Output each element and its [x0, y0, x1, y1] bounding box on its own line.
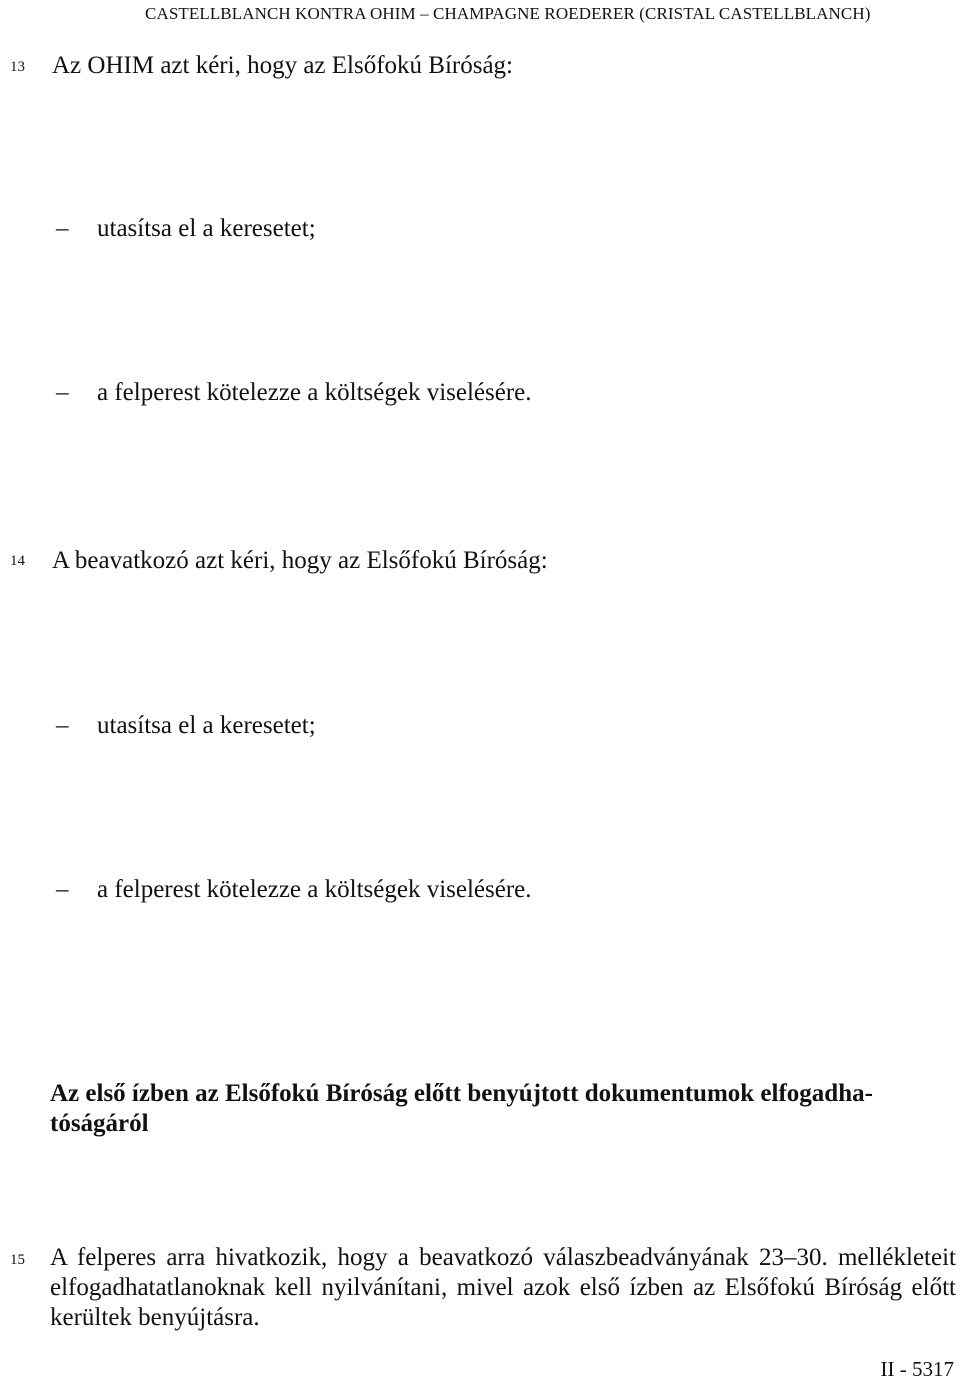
paragraph-number-13: 13	[10, 59, 25, 75]
list-item: a felperest kötelezze a költségek viselésére.	[97, 379, 532, 406]
paragraph-number-14: 14	[10, 553, 25, 569]
list-item: utasítsa el a keresetet;	[97, 712, 316, 739]
list-item: utasítsa el a keresetet;	[97, 215, 316, 242]
section-heading: Az első ízben az Elsőfokú Bíróság előtt benyújtott dokumentumok elfogadhatóságáról	[50, 1080, 873, 1137]
list-dash: –	[56, 379, 69, 406]
paragraph-15-text: A felperes arra hivatkozik, hogy a beavatkozó válaszbeadványának 23–30. mellékleteit elfogadhatatlanoknak kell nyilvánítani, mivel azok első ízben az Elsőfokú Bíróság előtt kerültek benyújtásra.	[50, 1244, 956, 1331]
list-dash: –	[56, 215, 69, 242]
page-number: II - 5317	[880, 1357, 954, 1381]
list-dash: –	[56, 876, 69, 903]
paragraph-14-intro: A beavatkozó azt kéri, hogy az Elsőfokú Bíróság:	[52, 547, 548, 574]
paragraph-13-intro: Az OHIM azt kéri, hogy az Elsőfokú Bíróság:	[52, 52, 513, 79]
list-item: a felperest kötelezze a költségek viselésére.	[97, 876, 532, 903]
list-dash: –	[56, 712, 69, 739]
running-head: CASTELLBLANCH KONTRA OHIM – CHAMPAGNE ROEDERER (CRISTAL CASTELLBLANCH)	[145, 4, 871, 23]
paragraph-number-15: 15	[10, 1252, 25, 1268]
